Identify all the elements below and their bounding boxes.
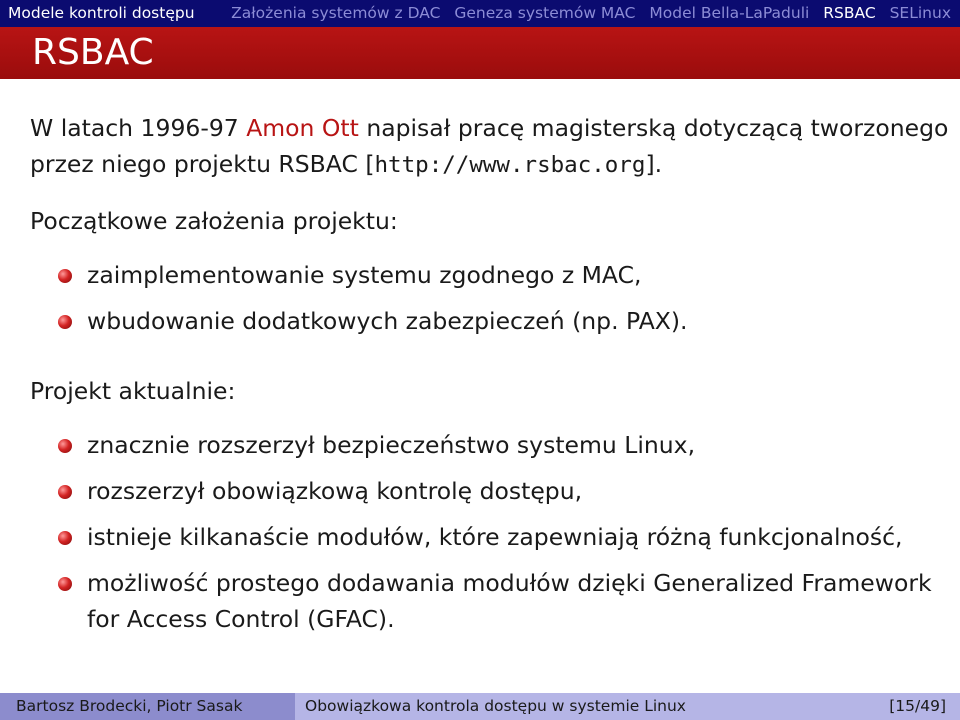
project-url-link[interactable]: http://www.rsbac.org — [374, 152, 646, 178]
current-status-label: Projekt aktualnie: — [30, 377, 236, 405]
intro-text-3: ]. — [645, 150, 663, 178]
slide-title: RSBAC — [32, 32, 154, 73]
initial-goals-label: Początkowe założenia projektu: — [30, 207, 398, 235]
bullet-ball-icon — [58, 315, 72, 329]
bullet-ball-icon — [58, 269, 72, 283]
slide-title-bar — [0, 27, 960, 79]
bullet-ball-icon — [58, 531, 72, 545]
slide-content — [30, 110, 950, 647]
list-item — [58, 519, 950, 555]
intro-text-1: W latach 1996-97 — [30, 114, 247, 142]
subsection-nav — [213, 0, 960, 27]
nav-item-mac-genesis[interactable]: Geneza systemów MAC — [454, 4, 636, 22]
bullet-ball-icon — [58, 577, 72, 591]
section-title[interactable]: Modele kontroli dostępu — [0, 0, 213, 27]
nav-item-dac[interactable]: Założenia systemów z DAC — [231, 4, 441, 22]
list-item — [58, 303, 950, 339]
current-status-list — [30, 427, 950, 637]
author-name: Amon Ott — [246, 114, 359, 142]
list-item-text: znacznie rozszerzył bezpieczeństwo systemu Linux, — [87, 431, 696, 459]
initial-goals-list — [30, 257, 950, 339]
footer-talk-title: Obowiązkowa kontrola dostępu w systemie Linux — [305, 697, 686, 715]
footer-info — [295, 693, 960, 720]
footer-bar — [0, 693, 960, 720]
nav-item-selinux[interactable]: SELinux — [889, 4, 951, 22]
list-item — [58, 565, 950, 637]
top-navigation-bar — [0, 0, 960, 27]
intro-paragraph — [30, 110, 950, 183]
bullet-ball-icon — [58, 485, 72, 499]
list-item-text: zaimplementowanie systemu zgodnego z MAC, — [87, 261, 642, 289]
list-item — [58, 427, 950, 463]
nav-item-bell-lapadula[interactable]: Model Bella-LaPaduli — [649, 4, 810, 22]
footer-authors: Bartosz Brodecki, Piotr Sasak — [0, 693, 295, 720]
intro-text-2: napisał pracę magisterską dotyczącą tworzonego przez niego projektu RSBAC [ — [30, 114, 949, 178]
list-item-text: istnieje kilkanaście modułów, które zapewniają różną funkcjonalność, — [87, 523, 903, 551]
page-number: [15/49] — [889, 697, 946, 715]
list-item-text: rozszerzył obowiązkową kontrolę dostępu, — [87, 477, 583, 505]
list-item — [58, 473, 950, 509]
list-item — [58, 257, 950, 293]
nav-item-rsbac[interactable]: RSBAC — [823, 4, 876, 22]
bullet-ball-icon — [58, 439, 72, 453]
list-item-text: wbudowanie dodatkowych zabezpieczeń (np. PAX). — [87, 307, 688, 335]
list-item-text: możliwość prostego dodawania modułów dzięki Generalized Framework for Access Control (GFAC). — [87, 569, 932, 633]
